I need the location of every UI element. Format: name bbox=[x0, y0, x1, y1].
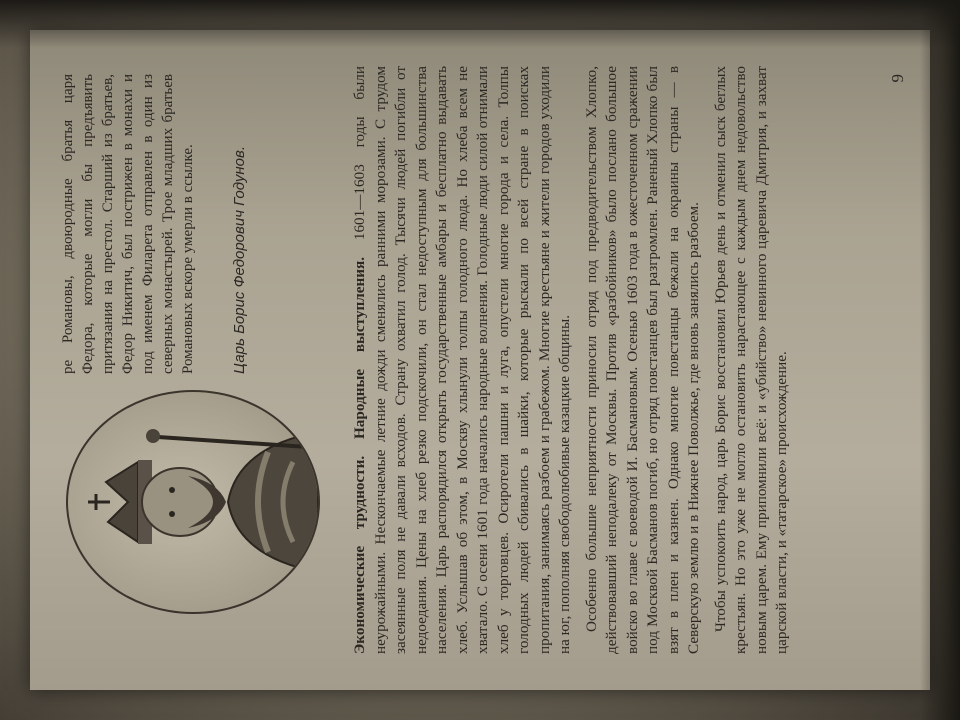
paragraph-1-text: 1601—1603 годы были неурожайными. Нескончаемые летние дожди сменялись ранними морозами. С трудом засеянные поля не давали всходов. Страну охватил голод. Тысячи людей погибли от недоедания. Цены на хлеб резко подскочили, он стал недоступным для большинства населения. Царь распорядился открыть государственные амбары и бесплатно выдавать хлеб. Услышав об этом, в Москву хлынули толпы голодного люда. Но хлеба всем не хватало. С осени 1601 года начались народные волнения. Голодные люди силой отнимали хлеб у торговцев. Осиротели пашни и луга, опустели многие города и села. Толпы голодных людей сбивались в шайки, которые рыскали по всей стране в поисках пропитания, занимаясь разбоем и грабежом. Многие крестьяне и жители городов уходили на юг, пополняя свободолюбивые казацкие общины. bbox=[351, 66, 573, 654]
page-number: 9 bbox=[888, 74, 907, 83]
body-text bbox=[350, 66, 799, 654]
tsar-portrait-drawing bbox=[68, 392, 318, 612]
book-page bbox=[30, 30, 930, 690]
paragraph-3: Чтобы успокоить народ, царь Борис восстановил Юрьев день и отменил сыск беглых крестьян. Но это уже не могло остановить нарастающее с каждым днем недовольство новым царем. Ему припомнили всё: и «убийство» невинного царевича Дмитрия, и захват царской власти, и «татарское» происхождение. bbox=[711, 66, 790, 654]
page-content bbox=[50, 66, 910, 654]
dark-background-right bbox=[920, 0, 960, 720]
dark-background-top bbox=[0, 0, 960, 48]
section-heading: Экономические трудности. Народные выступления. bbox=[351, 256, 368, 654]
paragraph-2: Особенно большие неприятности приносил отряд под предводительством Хлопко, действовавший неподалеку от Москвы. Против «разбойников» было послано большое войско во главе с воеводой И. Басмановым. Осенью 1603 года в ожесточенном сражении под Москвой Басманов погиб, но отряд повстанцев был разгромлен. Раненый Хлопко был взят в плен и казнен. Однако многие повстанцы бежали на окраины страны — в Северскую землю и в Нижнее Поволжье, где вновь занялись разбоем. bbox=[582, 66, 702, 654]
portrait-block bbox=[50, 66, 350, 654]
portrait-caption: Царь Борис Федорович Годунов. bbox=[231, 146, 248, 374]
tsar-portrait-image bbox=[66, 390, 320, 614]
paragraph-1 bbox=[350, 66, 576, 654]
side-paragraph: ре Романовы, двоюродные братья царя Федора, которые могли бы предъявить притязания на престол. Старший из братьев, Федор Никитич, был пострижен в монахи и под именем Филарета отправлен в один из северных монастырей. Трое младших братьев Романовых вскоре умерли в ссылке. bbox=[60, 74, 196, 374]
